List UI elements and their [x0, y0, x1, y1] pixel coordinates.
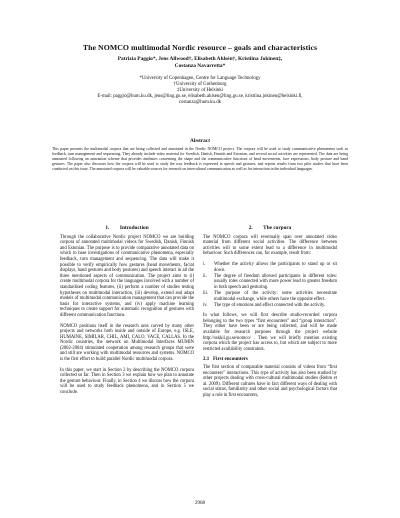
list-item-text: The purpose of the activity: some activities necessitate multimodal exchange, while others have the opposite effect.	[214, 290, 337, 302]
section-heading-introduction: 1. Introduction	[105, 225, 149, 231]
list-item-number: i.	[203, 261, 206, 267]
affiliation-helsinki: ‡University of Helsinki	[176, 88, 224, 94]
corpora-paragraph-2: In what follows, we will first describe studio-recorded corpora belonging to the two types “first encounters” and “group interaction”. They either have been or are being collected, and will be made available for research purposes through the project website http://sskkii.gu.se/nomco/ . Then we will briefly mention existing corpora which the project has access to, but which are subject to more restricted availability constraints.	[203, 313, 337, 352]
subsection-heading-first-encounters: 2.1 First encounters	[203, 357, 248, 363]
list-item	[203, 303, 337, 309]
activity-difference-list	[203, 262, 337, 308]
page-number: 2968	[195, 501, 205, 506]
email-line-1: E-mail: paggio@hum.ku.dk, jens@ling.gu.se, elisabeth.ahlsen@ling.gu.se, kristiina.jokinen@helsinki.fi,	[97, 94, 303, 100]
list-item-number: iii.	[203, 290, 209, 296]
affiliations	[60, 76, 340, 106]
list-item	[203, 274, 337, 291]
list-item-text: Whether the activity allows the participants to stand up or sit down.	[214, 261, 337, 273]
abstract-heading: Abstract	[189, 138, 211, 144]
email-line-2: costanza@hum.ku.dk	[178, 100, 222, 106]
list-item-number: iv.	[203, 302, 208, 308]
list-item-text: The degree of freedom allowed participants in different roles: usually roles connected with more power lead to greater freedom in both speech and gesturing.	[214, 273, 337, 290]
intro-paragraph-3: In this paper, we start in Section 2 by describing the NOMCO corpora collected so far. Then in Section 3 we explain how we plan to annotate the gesture behaviour. Finally, in Section 4 we discuss how the corpora will be used to study feedback phenomena, and in Section 5 we conclude.	[60, 367, 194, 396]
intro-paragraph-2: NOMCO positions itself in the research area carved by many other projects and networks both inside and outside of Europe, e.g. ISLE, HUMAINE, SIMILAR, CHIL, AMI, CALO, VACE, CALLAS. In the Nordic countries, the network on Multimodal Interfaces MUMIN (2002-2004) stimulated cooperation among research groups that were and still are working with multimodal resources and systems. NOMCO is the first effort to build parallel Nordic multimodal corpora.	[60, 323, 194, 363]
abstract-text: This paper presents the multimodal corpora that are being collected and annotated in the Nordic NOMCO project. The corpora will be used to study communicative phenomena such as feedback, turn management and sequencing. They already include video material for Swedish, Danish, Finnish and Estonian, and several social activities are represented. The data are being annotated following an annotation scheme that provides attributes concerning the shape and the communicative functions of head movements, face expressions, body posture and hand gestures. The paper also discusses how the corpora will be used to study the way feedback is expressed in speech and gestures, and reports results from two pilot studies that have been conducted on this issue. The annotated corpora will be valuable sources for research on intercultural communication as well as for interaction in the individual languages.	[52, 147, 348, 171]
list-item	[203, 262, 337, 273]
affiliation-gothenburg: †University of Gothenburg	[173, 82, 227, 88]
corpora-paragraph-1: The NOMCO corpora will eventually span over annotated video material from different social activities. The difference between activities will to some extent lead to a difference in multimodal behaviour. Such differences can, for example, result from:	[203, 234, 337, 257]
list-item-number: ii.	[203, 273, 207, 279]
right-column	[203, 226, 337, 404]
affiliation-copenhagen: *University of Copenhagen, Centre for Language Technology	[139, 76, 261, 81]
intro-paragraph-1: Through the collaborative Nordic project NOMCO we are building corpora of annotated multimodal videos for Swedish, Danish, Finnish and Estonian. The purpose is to provide comparative annotated data on which to base investigations of communicative phenomena, especially feedback, turn management and sequencing. The data will make it possible to verify empirically how gestures (head movements, facial displays, hand gestures and body postures) and speech interact in all the three mentioned aspects of communication. The project aims to (i) create multimodal corpora for the languages involved with a number of standardised coding features, (ii) perform a number of studies testing hypotheses on multimodal interaction, (iii) develop, extend and adapt models of multimodal communication management that can provide the basis for interactive systems, and (iv) apply machine learning techniques to create support for automatic recognition of gestures with different communication functions.	[60, 234, 194, 318]
author-list	[60, 56, 340, 69]
paper-title: The NOMCO multimodal Nordic resource – goals and characteristics	[82, 43, 318, 52]
list-item	[203, 291, 337, 302]
corpora-paragraph-3: The first section of comparable material consists of videos from “first encounters” interactions. This type of activity has also been studied by other projects dealing with cross-cultural multimodal studies (Rehm et al. 2009). Different cultures have in fact different ways of dealing with social status, familiarity and other social and psychological factors that play a role in first encounters,	[203, 364, 337, 398]
section-heading-corpora: 2. The corpora	[248, 225, 292, 231]
list-item-text: The type of emotions and effect connected with the activity.	[214, 302, 326, 308]
authors-line-2: Costanza Navarretta*	[174, 62, 226, 69]
authors-line-1: Patrizia Paggio*, Jens Allwood†, Elisabeth Ahlsén†, Kristiina Jokinen‡,	[117, 56, 283, 62]
left-column	[60, 226, 194, 401]
